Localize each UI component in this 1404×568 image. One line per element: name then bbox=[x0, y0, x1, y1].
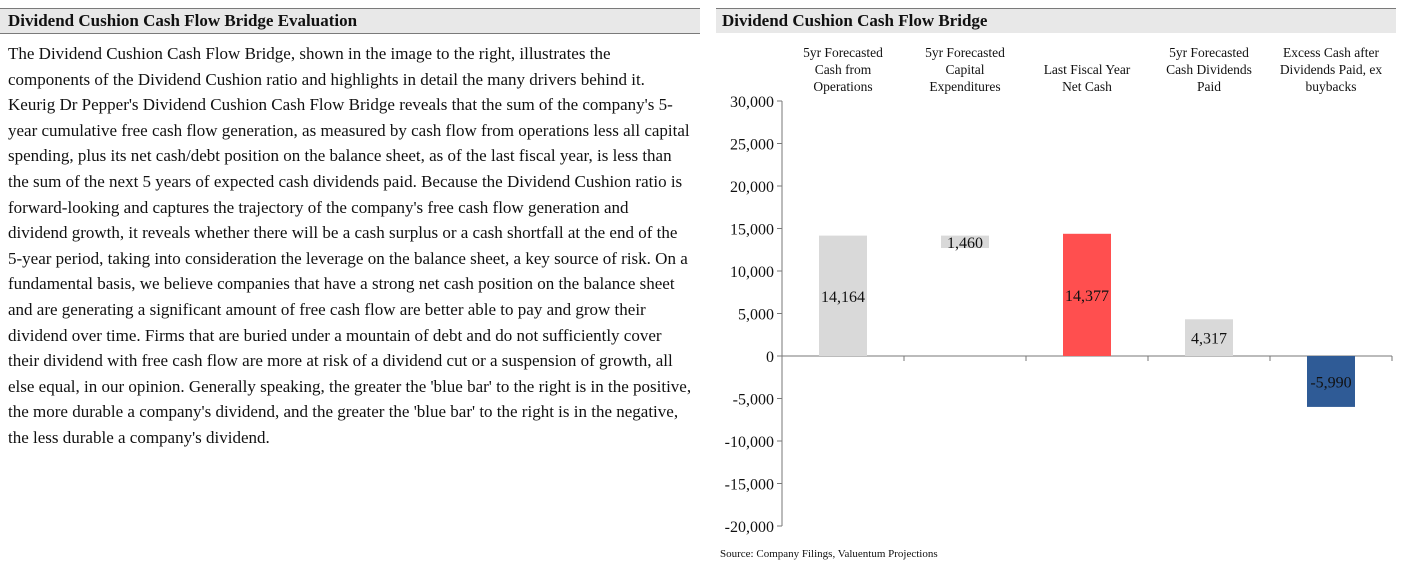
data-label: 14,164 bbox=[821, 288, 865, 306]
category-label: buybacks bbox=[1305, 79, 1357, 94]
evaluation-title: Dividend Cushion Cash Flow Bridge Evaluation bbox=[0, 8, 700, 34]
category-label: Operations bbox=[813, 79, 873, 94]
y-tick-label: 10,000 bbox=[730, 264, 774, 281]
evaluation-panel bbox=[0, 8, 700, 451]
y-tick-label: 25,000 bbox=[730, 136, 774, 154]
category-label: 5yr Forecasted bbox=[1169, 45, 1249, 60]
data-label: 1,460 bbox=[947, 234, 983, 252]
category-label: 5yr Forecasted bbox=[925, 45, 1005, 60]
y-tick-label: 15,000 bbox=[730, 221, 774, 239]
y-tick-label: -5,000 bbox=[732, 391, 774, 409]
category-label: Cash Dividends bbox=[1166, 62, 1252, 77]
data-label: 4,317 bbox=[1191, 330, 1227, 348]
category-label: Dividends Paid, ex bbox=[1279, 62, 1383, 77]
data-label: 14,377 bbox=[1065, 287, 1109, 305]
category-label: 5yr Forecasted bbox=[803, 45, 883, 60]
bridge-chart bbox=[716, 8, 1396, 548]
category-label: Paid bbox=[1196, 79, 1222, 94]
chart-source: Source: Company Filings, Valuentum Projections bbox=[720, 548, 938, 560]
evaluation-text: The Dividend Cushion Cash Flow Bridge, shown in the image to the right, illustrates the components of the Dividend Cushion ratio and highlights in detail the many drivers behind it. Keurig Dr Pepper's Dividend Cushion Cash Flow Bridge reveals that the sum of the company's 5-year cumulative free cash flow generation, as measured by cash flow from operations less all capital spending, plus its net cash/debt position on the balance sheet, as of the last fiscal year, is less than the sum of the next 5 years of expected cash dividends paid. Because the Dividend Cushion ratio is forward-looking and captures the trajectory of the company's free cash flow generation and dividend growth, it reveals whether there will be a cash surplus or a cash shortfall at the end of the 5-year period, taking into consideration the leverage on the balance sheet, a key source of risk. On a fundamental basis, we believe companies that have a strong net cash position on the balance sheet and are generating a significant amount of free cash flow are better able to pay and grow their dividend over time. Firms that are buried under a mountain of debt and do not sufficiently cover their dividend with free cash flow are more at risk of a dividend cut or a suspension of growth, all else equal, in our opinion. Generally speaking, the greater the 'blue bar' to the right is in the positive, the more durable a company's dividend, and the greater the 'blue bar' to the right is in the negative, the less durable a company's dividend. bbox=[8, 44, 692, 447]
category-label: Expenditures bbox=[929, 79, 1001, 94]
y-tick-label: -15,000 bbox=[724, 476, 774, 494]
bridge-chart-panel bbox=[716, 8, 1396, 568]
y-tick-label: 30,000 bbox=[730, 94, 774, 111]
y-tick-label: 0 bbox=[766, 349, 774, 366]
y-tick-label: 5,000 bbox=[738, 306, 774, 324]
data-label: -5,990 bbox=[1310, 374, 1352, 392]
category-label: Last Fiscal Year bbox=[1043, 62, 1131, 77]
y-tick-label: -20,000 bbox=[724, 519, 774, 536]
chart-title: Dividend Cushion Cash Flow Bridge bbox=[716, 8, 1396, 33]
y-tick-label: -10,000 bbox=[724, 434, 774, 451]
category-label: Excess Cash after bbox=[1283, 45, 1379, 60]
category-label: Cash from bbox=[814, 62, 872, 77]
y-tick-label: 20,000 bbox=[730, 179, 774, 196]
category-label: Capital bbox=[945, 62, 985, 77]
category-label: Net Cash bbox=[1062, 79, 1112, 94]
